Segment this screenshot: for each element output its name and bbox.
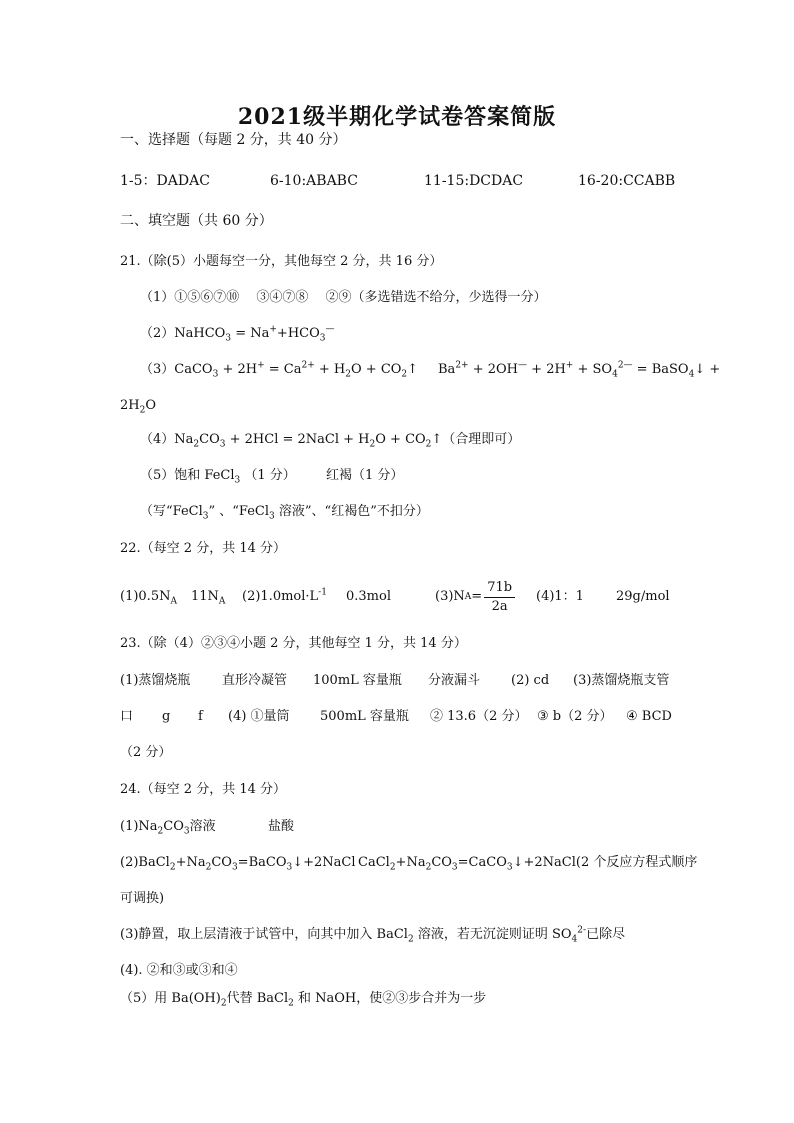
q23-ans-6: (3)蒸馏烧瓶支管 bbox=[573, 673, 670, 688]
mc-answer-1-5: 1-5：DADAC bbox=[120, 173, 210, 189]
q23-ans-12: ② 13.6（2 分） bbox=[430, 709, 528, 724]
q23-ans-5: (2) cd bbox=[511, 673, 550, 688]
q21-heading: 21.（除(5）小题每空一分，其他每空 2 分，共 16 分） bbox=[120, 254, 443, 269]
mc-answer-16-20: 16-20:CCABB bbox=[578, 173, 676, 189]
q21-part5-note: （写“FeCl$_3$” 、“FeCl$_3$ 溶液”、“红褐色”不扣分） bbox=[140, 504, 429, 522]
q22-f: 29g/mol bbox=[616, 589, 670, 604]
q22-e: (4)1：1 bbox=[536, 589, 584, 604]
q22-b: $(2)1.0mol\cdot L^{-1}$ bbox=[242, 587, 327, 604]
q21-part1: （1）①⑤⑥⑦⑩ ③④⑦⑧ ②⑨（多选错选不给分，少选得一分） bbox=[140, 290, 547, 305]
q21-part5-color: 红褐（1 分） bbox=[326, 468, 404, 483]
page-title: 2021级半期化学试卷答案简版 bbox=[237, 104, 557, 130]
q23-ans-1: (1)蒸馏烧瓶 bbox=[120, 673, 191, 688]
section-heading-fill: 二、填空题（共 60 分） bbox=[120, 213, 273, 229]
q24-heading: 24.（每空 2 分，共 14 分） bbox=[120, 782, 287, 797]
q23-ans-11: 500mL 容量瓶 bbox=[320, 709, 409, 724]
q23-ans-8: g bbox=[162, 709, 171, 724]
q24-part2-cont: 可调换) bbox=[120, 891, 165, 906]
q24-part2-eq2: $CaCl_2+Na_2CO_3=CaCO_3↓+2NaCl(2$ 个反应方程式顺序 bbox=[358, 855, 698, 873]
q24-part3: (3)静置，取上层清液于试管中，向其中加入 BaCl$_2$ 溶液，若无沉淀则证明 $SO_4^{2-}$已除尽 bbox=[120, 925, 626, 945]
choice-answers-row bbox=[120, 172, 680, 190]
q24-part4: (4). ②和③或③和④ bbox=[120, 963, 238, 978]
q22-d-formula: (3)N A = $\frac{71b}{2a}$ bbox=[435, 570, 517, 624]
q24-part1-acid: 盐酸 bbox=[268, 819, 295, 834]
q24-part1: $(1)Na_2CO_3$溶液 bbox=[120, 819, 216, 837]
q23-ans-14: ④ BCD bbox=[626, 709, 672, 724]
q21-part3-eq1: （3）CaCO$_3$ + $2H^+ = Ca^{2+} + H_2O$ + $CO_2↑$ bbox=[140, 360, 419, 380]
q23-ans-7: 口 bbox=[120, 709, 134, 724]
q23-ans-3: 100mL 容量瓶 bbox=[313, 673, 402, 688]
q22-heading: 22.（每空 2 分，共 14 分） bbox=[120, 541, 287, 556]
q21-part3-eq2: $Ba^{2+} + 2OH^— + 2H^+ + SO_4^{2—}$ = BaSO$_4$↓ + bbox=[438, 360, 721, 380]
q23-ans-13: ③ b（2 分） bbox=[537, 709, 613, 724]
section-heading-choice: 一、选择题（每题 2 分，共 40 分） bbox=[120, 132, 347, 148]
q23-ans-10: (4) ①量筒 bbox=[228, 709, 290, 724]
q24-part2-eq1: $(2)BaCl_2+Na_2CO_3=BaCO_3↓+2NaCl$ bbox=[120, 855, 356, 873]
mc-answer-11-15: 11-15:DCDAC bbox=[424, 173, 524, 189]
q22-a1: $(1)0.5N_A$ bbox=[120, 589, 177, 607]
q21-part3-eq2-cont: $2H_2O$ bbox=[120, 398, 157, 416]
q24-part5: （5）用 $Ba(OH)_2$代替 BaCl$_2$ 和 NaOH，使②③步合并为一步 bbox=[120, 991, 487, 1009]
q23-ans-9: f bbox=[198, 709, 203, 724]
q22-a2: $11N_A$ bbox=[191, 589, 226, 607]
q21-part5: （5）饱和 FeCl$_3$ （1 分） bbox=[140, 468, 296, 486]
q23-heading: 23.（除（4）②③④小题 2 分，其他每空 1 分，共 14 分） bbox=[120, 636, 467, 651]
q23-ans-4: 分液漏斗 bbox=[428, 673, 481, 688]
q21-part2: （2）NaHCO$_3$ = $Na^++HCO_3^—$ bbox=[140, 324, 335, 344]
q23-ans-2: 直形冷凝管 bbox=[222, 673, 288, 688]
q21-part4: $(4)Na_2CO_3 + 2HCl$ = 2NaCl + $H_2O$ + $CO_2↑$（合理即可） bbox=[140, 432, 521, 450]
fraction: $\frac{71b}{2a}$ bbox=[484, 579, 515, 616]
q23-ans-14-score: （2 分） bbox=[120, 745, 172, 760]
mc-answer-6-10: 6-10:ABABC bbox=[270, 173, 358, 189]
q22-c: 0.3mol bbox=[346, 589, 391, 604]
